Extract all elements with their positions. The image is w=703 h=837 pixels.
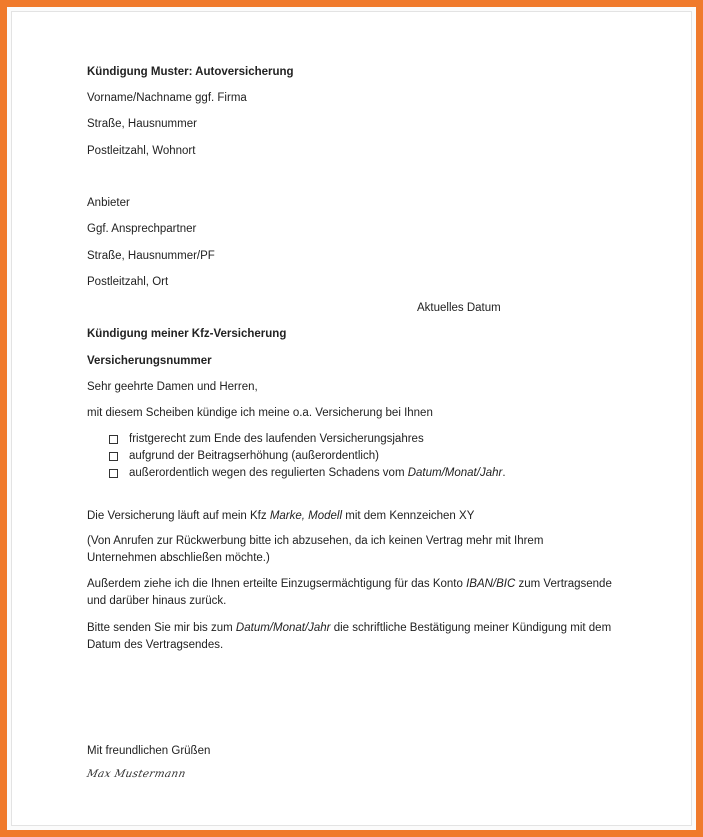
recipient-city: Postleitzahl, Ort	[87, 276, 169, 288]
vehicle-prefix: Die Versicherung läuft auf mein Kfz	[87, 510, 270, 522]
salutation: Sehr geehrte Damen und Herren,	[87, 381, 258, 393]
sender-city: Postleitzahl, Wohnort	[87, 145, 196, 157]
option-item-3	[109, 466, 506, 480]
sender-name: Vorname/Nachname ggf. Firma	[87, 92, 247, 104]
vehicle-placeholder: Marke, Modell	[269, 510, 343, 522]
policy-number-label: Versicherungsnummer	[87, 355, 212, 367]
direct-debit-prefix: Außerdem ziehe ich die Ihnen erteilte Einzugsermächtigung für das Konto	[87, 578, 467, 590]
option-label-2: aufgrund der Beitragserhöhung (außerordentlich)	[129, 450, 379, 462]
option-3-prefix: außerordentlich wegen des regulierten Schadens vom	[129, 467, 408, 479]
checkbox-option-2[interactable]	[109, 452, 118, 461]
option-label-1: fristgerecht zum Ende des laufenden Versicherungsjahres	[129, 433, 424, 445]
option-3-placeholder: Datum/Monat/Jahr	[407, 467, 503, 479]
signature: Max Mustermann	[85, 768, 187, 780]
option-item-2	[109, 449, 379, 463]
recipient-contact: Ggf. Ansprechpartner	[87, 223, 197, 235]
sender-street: Straße, Hausnummer	[87, 118, 197, 130]
recipient-street: Straße, Hausnummer/PF	[87, 250, 215, 262]
confirmation-suffix: die schriftliche Bestätigung meiner Kündigung mit dem Datum des Vertragsendes.	[87, 622, 612, 651]
intro-text: mit diesem Scheiben kündige ich meine o.a. Versicherung bei Ihnen	[87, 407, 433, 419]
document-heading: Kündigung Muster: Autoversicherung	[87, 66, 294, 78]
closing-text: Mit freundlichen Grüßen	[87, 745, 211, 757]
checkbox-option-1[interactable]	[109, 435, 118, 444]
direct-debit-text	[87, 576, 612, 610]
direct-debit-placeholder: IBAN/BIC	[466, 578, 516, 590]
letter-date: Aktuelles Datum	[417, 302, 501, 314]
vehicle-suffix: mit dem Kennzeichen XY	[342, 510, 475, 522]
checkbox-option-3[interactable]	[109, 469, 118, 478]
option-item-1	[109, 432, 424, 446]
no-calls-text: (Von Anrufen zur Rückwerbung bitte ich abzusehen, da ich keinen Vertrag mehr mit Ihrem Unternehmen abschließen möchte.)	[87, 535, 544, 564]
option-3-suffix: .	[502, 467, 506, 479]
confirmation-placeholder: Datum/Monat/Jahr	[235, 622, 331, 634]
confirmation-prefix: Bitte senden Sie mir bis zum	[87, 622, 236, 634]
recipient-provider: Anbieter	[87, 197, 130, 209]
confirmation-text	[87, 620, 612, 654]
direct-debit-suffix: zum Vertragsende und darüber hinaus zurück.	[87, 578, 612, 607]
letter-subject: Kündigung meiner Kfz-Versicherung	[87, 328, 287, 340]
vehicle-text	[87, 509, 474, 523]
option-label-3	[129, 466, 506, 480]
